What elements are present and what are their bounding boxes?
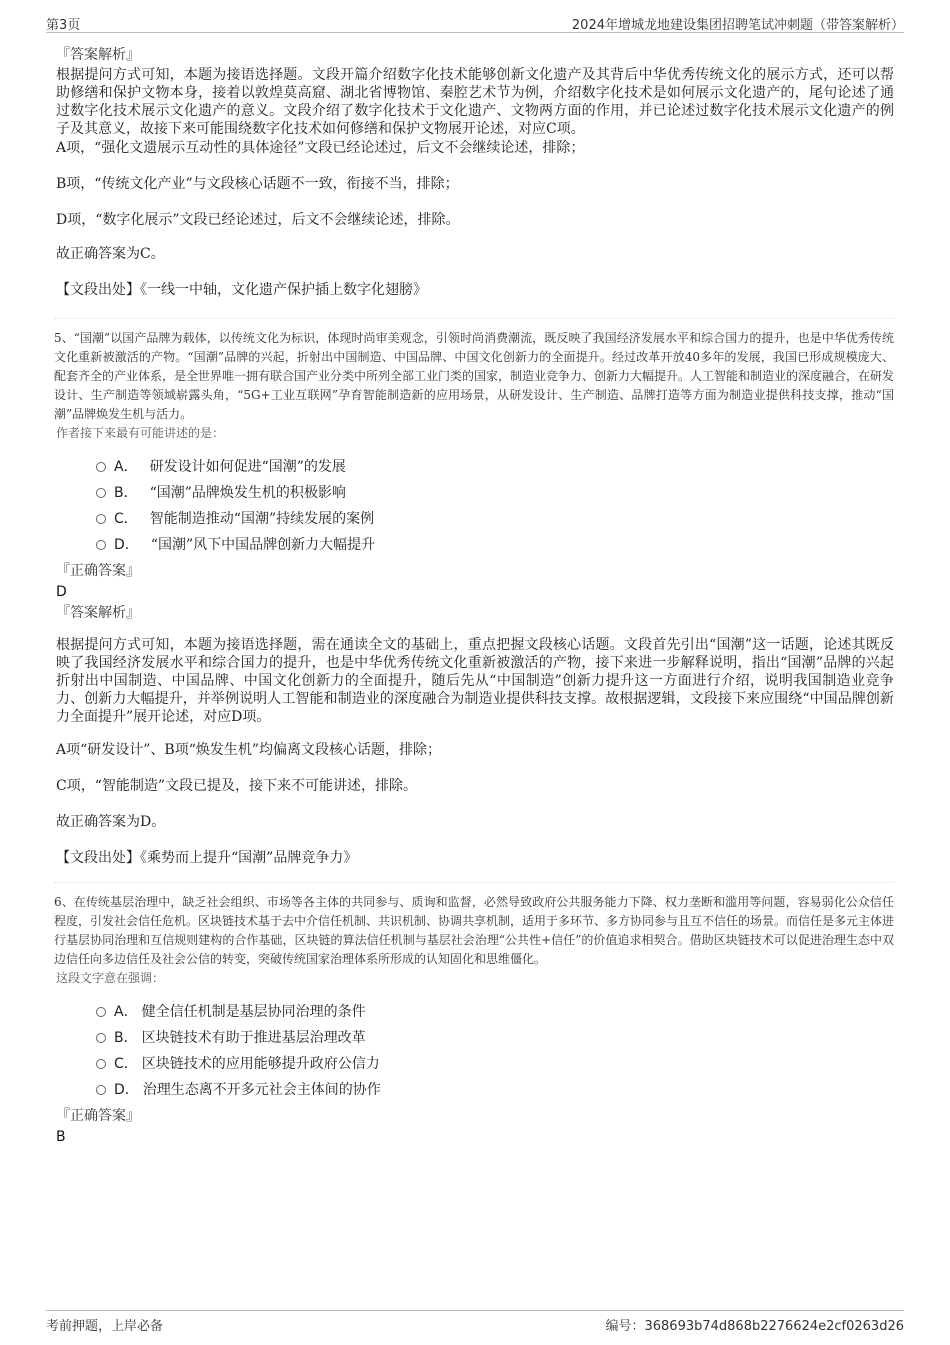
explanation-point: D项，“数字化展示”文段已经论述过，后文不会继续论述，排除。 <box>56 212 460 228</box>
option-text: 健全信任机制是基层协同治理的条件 <box>141 1004 366 1020</box>
page-footer <box>46 1310 904 1333</box>
explanation-point: B项，“传统文化产业”与文段核心话题不一致，衔接不当，排除； <box>56 176 459 192</box>
option-text: 研发设计如何促进“国潮”的发展 <box>149 459 346 475</box>
radio-button-icon[interactable] <box>96 462 106 472</box>
document-title: 2024年增城龙地建设集团招聘笔试冲刺题（带答案解析） <box>571 18 904 33</box>
radio-button-icon[interactable] <box>96 514 106 524</box>
question-prompt: 这段文字意在强调： <box>56 971 165 985</box>
document-code <box>605 1315 904 1334</box>
final-answer-statement: 故正确答案为D。 <box>56 814 166 830</box>
question-5 <box>56 318 894 868</box>
option-a[interactable] <box>96 454 894 480</box>
question-stem: 6、在传统基层治理中，缺乏社会组织、市场等各主体的共同参与、质询和监督，必然导致政府公共服务能力下降、权力垄断和滥用等问题，容易弱化公众信任程度，引发社会信任危机。区块链技术基于去中介信任机制、共识机制、协调共享机制，适用于多环节、多方协同参与且互不信任的场景。而信任是多元主体进行基层协同治理和互信规则建构的合作基础，区块链的算法信任机制与基层社会治理“公共性+信任”的价值追求相契合。借助区块链技术可以促进治理生态中双边信任向多边信任及社会公信的转变，突破传统国家治理体系所形成的认知固化和思维僵化。 <box>54 882 894 969</box>
explanation-point: C项，“智能制造”文段已提及，接下来不可能讲述，排除。 <box>56 778 418 794</box>
radio-button-icon[interactable] <box>96 1085 106 1095</box>
option-list <box>56 454 894 558</box>
explanation-point: A项，“强化文遗展示互动性的具体途径”文段已经论述过，后文不会继续论述，排除； <box>56 140 585 156</box>
radio-button-icon[interactable] <box>96 540 106 550</box>
correct-answer-label: 『正确答案』 <box>56 1108 140 1124</box>
question-prompt: 作者接下来最有可能讲述的是： <box>56 426 225 440</box>
radio-button-icon[interactable] <box>96 488 106 498</box>
radio-button-icon[interactable] <box>96 1033 106 1043</box>
option-text: 区块链技术的应用能够提升政府公信力 <box>141 1056 380 1072</box>
option-letter: A． <box>114 1004 138 1020</box>
question-stem: 5、“国潮”以国产品牌为载体，以传统文化为标识，体现时尚审美观念，引领时尚消费潮流，既反映了我国经济发展水平和综合国力的提升，也是中华优秀传统文化重新被激活的产物。“国潮”品牌的兴起，折射出中国制造、中国品牌、中国文化创新力的全面提升。经过改革开放40多年的发展，我国已形成规模庞大、配套齐全的产业体系，是全世界唯一拥有联合国产业分类中所列全部工业门类的国家，制造业竞争力、创新力大幅提升。人工智能和制造业的深度融合，在研发设计、生产制造等领域崭露头角，“5G+工业互联网”孕育智能制造新的应用场景，从研发设计、生产制造、品牌打造等方面为制造业提供科技支撑，推动“国潮”品牌焕发生机与活力。 <box>54 318 894 424</box>
option-letter: A． <box>114 459 138 475</box>
option-text: “国潮”风下中国品牌创新力大幅提升 <box>150 537 376 553</box>
final-answer-statement: 故正确答案为C。 <box>56 246 165 262</box>
passage-source: 【文段出处】《乘势而上提升“国潮”品牌竞争力》 <box>56 850 358 866</box>
option-text: 区块链技术有助于推进基层治理改革 <box>141 1030 366 1046</box>
correct-answer-label: 『正确答案』 <box>56 563 140 579</box>
document-code-label: 编号： <box>605 1319 645 1334</box>
option-b[interactable] <box>96 480 894 506</box>
question-6 <box>56 882 894 1147</box>
page-number: 第3页 <box>46 18 81 33</box>
option-d[interactable] <box>96 1077 894 1103</box>
option-c[interactable] <box>96 506 894 532</box>
explanation-text: 根据提问方式可知，本题为接语选择题。文段开篇介绍数字化技术能够创新文化遗产及其背后中华优秀传统文化的展示方式，还可以帮助修缮和保护文物本身，接着以敦煌莫高窟、湖北省博物馆、秦腔艺术节为例，介绍数字化技术是如何展示文化遗产的，尾句论述了通过数字化技术展示文化遗产的意义。文段介绍了数字化技术于文化遗产、文物两方面的作用，并已论述过数字化技术展示文化遗产的例子及其意义，故接下来可能围绕数字化技术如何修缮和保护文物展开论述，对应C项。 <box>56 67 894 137</box>
page-content <box>56 44 894 1147</box>
option-letter: D． <box>114 537 139 553</box>
explanation-text: 根据提问方式可知，本题为接语选择题，需在通读全文的基础上，重点把握文段核心话题。文段首先引出“国潮”这一话题，论述其既反映了我国经济发展水平和综合国力的提升，也是中华优秀传统文化重新被激活的产物，接下来进一步解释说明，指出“国潮”品牌的兴起折射出中国制造、中国品牌、中国文化创新力的全面提升，随后先从“中国制造”创新力提升这一方面进行介绍，说明我国制造业竞争力、创新力大幅提升，并举例说明人工智能和制造业的深度融合为制造业提供科技支撑。故根据逻辑，文段接下来应围绕“中国品牌创新力全面提升”展开论述，对应D项。 <box>56 637 894 725</box>
option-d[interactable] <box>96 532 894 558</box>
question-4-analysis <box>56 44 894 300</box>
explanation-label: 『答案解析』 <box>56 605 140 621</box>
footer-slogan: 考前押题，上岸必备 <box>46 1319 164 1334</box>
option-letter: B． <box>114 485 138 501</box>
explanation-label: 『答案解析』 <box>56 47 140 63</box>
option-letter: B． <box>114 1030 138 1046</box>
correct-answer: D <box>56 584 67 600</box>
option-text: 治理生态离不开多元社会主体间的协作 <box>142 1082 381 1098</box>
radio-button-icon[interactable] <box>96 1007 106 1017</box>
option-a[interactable] <box>96 999 894 1025</box>
passage-source: 【文段出处】《一线一中轴，文化遗产保护插上数字化翅膀》 <box>56 282 427 298</box>
correct-answer: B <box>56 1129 66 1145</box>
document-code-value: 368693b74d868b2276624e2cf0263d26 <box>644 1319 904 1334</box>
option-list <box>56 999 894 1103</box>
radio-button-icon[interactable] <box>96 1059 106 1069</box>
option-letter: D． <box>114 1082 139 1098</box>
option-text: “国潮”品牌焕发生机的积极影响 <box>149 485 346 501</box>
option-text: 智能制造推动“国潮”持续发展的案例 <box>149 511 375 527</box>
option-letter: C． <box>114 511 138 527</box>
option-b[interactable] <box>96 1025 894 1051</box>
page-header <box>46 12 904 33</box>
option-c[interactable] <box>96 1051 894 1077</box>
option-letter: C． <box>114 1056 138 1072</box>
explanation-point: A项“研发设计”、B项“焕发生机”均偏离文段核心话题，排除； <box>56 742 442 758</box>
